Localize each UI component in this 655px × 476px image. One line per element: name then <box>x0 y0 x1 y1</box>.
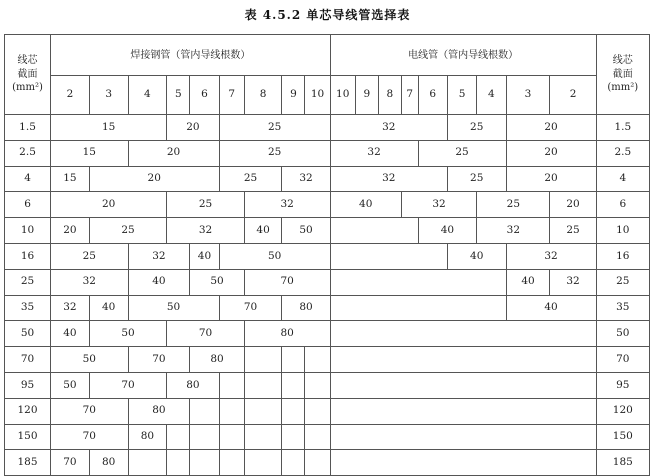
section-size-right: 1.5 <box>596 115 649 141</box>
empty-cell <box>305 372 330 398</box>
wire-count-header: 7 <box>401 76 418 115</box>
welded-pipe-size: 80 <box>128 398 190 424</box>
empty-cell <box>330 243 447 269</box>
section-size-left: 120 <box>5 398 51 424</box>
welded-pipe-size: 80 <box>128 424 167 450</box>
welded-pipe-size: 40 <box>190 243 219 269</box>
wire-conduit-size: 20 <box>550 192 596 218</box>
welded-count-header: 9 <box>282 76 305 115</box>
empty-cell <box>330 218 418 244</box>
welded-pipe-size: 25 <box>219 115 330 141</box>
welded-pipe-size: 50 <box>282 218 330 244</box>
welded-count-header: 4 <box>128 76 167 115</box>
section-size-right: 35 <box>596 295 649 321</box>
wire-conduit-size: 32 <box>506 243 596 269</box>
table-row <box>5 192 650 218</box>
section-size-right: 120 <box>596 398 649 424</box>
wire-count-header: 2 <box>550 76 596 115</box>
welded-pipe-size: 20 <box>128 140 219 166</box>
table-row <box>5 218 650 244</box>
welded-pipe-size: 20 <box>167 115 219 141</box>
table-row <box>5 450 650 476</box>
wire-conduit-size: 32 <box>401 192 476 218</box>
welded-pipe-size: 32 <box>51 269 128 295</box>
table-row <box>5 269 650 295</box>
section-size-left: 4 <box>5 166 51 192</box>
table-row <box>5 398 650 424</box>
empty-cell <box>244 424 282 450</box>
welded-pipe-size: 20 <box>51 192 167 218</box>
welded-pipe-size: 70 <box>128 347 190 373</box>
table-row <box>5 140 650 166</box>
table-row <box>5 115 650 141</box>
welded-count-header: 2 <box>51 76 90 115</box>
welded-count-header: 3 <box>89 76 128 115</box>
wire-conduit-size: 25 <box>447 115 506 141</box>
empty-cell <box>167 424 190 450</box>
section-size-left: 35 <box>5 295 51 321</box>
empty-cell <box>219 450 244 476</box>
empty-cell <box>282 398 305 424</box>
welded-pipe-size: 15 <box>51 115 167 141</box>
wire-conduit-size: 40 <box>506 269 550 295</box>
section-size-left: 1.5 <box>5 115 51 141</box>
welded-pipe-size: 32 <box>282 166 330 192</box>
welded-pipe-size: 70 <box>51 424 128 450</box>
wire-conduit-size: 32 <box>330 140 418 166</box>
welded-pipe-size: 25 <box>89 218 166 244</box>
empty-cell <box>330 321 596 347</box>
table-row <box>5 424 650 450</box>
wire-count-header: 10 <box>330 76 355 115</box>
conduit-selection-table <box>4 34 650 476</box>
welded-pipe-size: 40 <box>244 218 282 244</box>
welded-pipe-size: 50 <box>51 372 90 398</box>
section-size-right: 150 <box>596 424 649 450</box>
wire-count-header: 9 <box>355 76 378 115</box>
welded-pipe-size: 32 <box>51 295 90 321</box>
empty-cell <box>219 398 244 424</box>
welded-pipe-size: 50 <box>190 269 244 295</box>
empty-cell <box>305 398 330 424</box>
empty-cell <box>305 347 330 373</box>
welded-pipe-size: 20 <box>51 218 90 244</box>
welded-pipe-size: 70 <box>244 269 330 295</box>
empty-cell <box>219 424 244 450</box>
wire-conduit-size: 40 <box>447 243 506 269</box>
table-title: 表 4.5.2 单芯导线管选择表 <box>244 8 411 22</box>
welded-pipe-size: 20 <box>89 166 219 192</box>
empty-cell <box>244 347 282 373</box>
empty-cell <box>244 398 282 424</box>
table-row <box>5 372 650 398</box>
wire-conduit-size: 40 <box>330 192 401 218</box>
wire-count-header: 4 <box>477 76 506 115</box>
welded-pipe-size: 32 <box>167 218 244 244</box>
welded-pipe-size: 40 <box>89 295 128 321</box>
wire-conduit-size: 25 <box>447 166 506 192</box>
wire-conduit-size: 20 <box>506 140 596 166</box>
empty-cell <box>330 295 506 321</box>
welded-pipe-size: 50 <box>89 321 166 347</box>
table-row <box>5 321 650 347</box>
wire-conduit-size: 32 <box>330 166 447 192</box>
wire-conduit-size: 32 <box>550 269 596 295</box>
table-row <box>5 347 650 373</box>
welded-pipe-size: 80 <box>282 295 330 321</box>
wire-count-header: 3 <box>506 76 550 115</box>
section-size-left: 50 <box>5 321 51 347</box>
welded-pipe-size: 70 <box>51 398 128 424</box>
section-size-right: 185 <box>596 450 649 476</box>
welded-pipe-size: 80 <box>190 347 244 373</box>
section-size-right: 50 <box>596 321 649 347</box>
empty-cell <box>330 450 596 476</box>
welded-pipe-size: 80 <box>89 450 128 476</box>
empty-cell <box>330 398 596 424</box>
section-size-right: 25 <box>596 269 649 295</box>
wire-conduit-size: 32 <box>477 218 550 244</box>
welded-count-header: 5 <box>167 76 190 115</box>
welded-pipe-size: 40 <box>128 269 190 295</box>
welded-count-header: 10 <box>305 76 330 115</box>
wire-count-header: 5 <box>447 76 476 115</box>
wire-conduit-size: 32 <box>330 115 447 141</box>
wire-conduit-size: 25 <box>550 218 596 244</box>
welded-steel-pipe-header: 焊接钢管（管内导线根数） <box>51 35 331 76</box>
wire-conduit-size: 40 <box>506 295 596 321</box>
empty-cell <box>190 424 219 450</box>
welded-pipe-size: 70 <box>89 372 166 398</box>
empty-cell <box>190 450 219 476</box>
section-size-left: 70 <box>5 347 51 373</box>
header-row-wire-counts <box>5 76 650 115</box>
section-size-left: 25 <box>5 269 51 295</box>
welded-pipe-size: 32 <box>128 243 190 269</box>
welded-pipe-size: 15 <box>51 140 128 166</box>
section-size-right: 16 <box>596 243 649 269</box>
section-size-left: 16 <box>5 243 51 269</box>
empty-cell <box>330 269 506 295</box>
wire-conduit-size: 25 <box>418 140 506 166</box>
empty-cell <box>282 372 305 398</box>
header-row-groups <box>5 35 650 76</box>
wire-conduit-size: 20 <box>506 166 596 192</box>
table-row <box>5 166 650 192</box>
wire-conduit-header: 电线管（管内导线根数） <box>330 35 596 76</box>
section-size-right: 2.5 <box>596 140 649 166</box>
welded-pipe-size: 50 <box>51 347 128 373</box>
empty-cell <box>219 372 244 398</box>
wire-conduit-size: 40 <box>418 218 477 244</box>
section-size-left: 150 <box>5 424 51 450</box>
empty-cell <box>282 424 305 450</box>
welded-pipe-size: 70 <box>167 321 244 347</box>
welded-count-header: 8 <box>244 76 282 115</box>
empty-cell <box>330 372 596 398</box>
empty-cell <box>244 450 282 476</box>
welded-pipe-size: 70 <box>51 450 90 476</box>
section-header-right: 线芯 截面 (mm²) <box>596 35 649 115</box>
section-size-left: 95 <box>5 372 51 398</box>
welded-pipe-size: 25 <box>51 243 128 269</box>
empty-cell <box>305 424 330 450</box>
empty-cell <box>244 372 282 398</box>
wire-count-header: 8 <box>378 76 401 115</box>
welded-pipe-size: 80 <box>167 372 219 398</box>
welded-pipe-size: 80 <box>244 321 330 347</box>
empty-cell <box>282 450 305 476</box>
empty-cell <box>128 450 167 476</box>
empty-cell <box>305 450 330 476</box>
table-row <box>5 243 650 269</box>
section-size-right: 95 <box>596 372 649 398</box>
section-size-right: 6 <box>596 192 649 218</box>
wire-conduit-size: 20 <box>506 115 596 141</box>
empty-cell <box>330 424 596 450</box>
wire-count-header: 6 <box>418 76 447 115</box>
welded-pipe-size: 25 <box>167 192 244 218</box>
empty-cell <box>167 450 190 476</box>
welded-pipe-size: 25 <box>219 140 330 166</box>
section-size-left: 2.5 <box>5 140 51 166</box>
empty-cell <box>190 398 219 424</box>
empty-cell <box>330 347 596 373</box>
section-size-left: 6 <box>5 192 51 218</box>
welded-pipe-size: 25 <box>219 166 282 192</box>
table-body <box>5 35 650 476</box>
section-size-left: 10 <box>5 218 51 244</box>
welded-count-header: 7 <box>219 76 244 115</box>
section-size-right: 4 <box>596 166 649 192</box>
welded-count-header: 6 <box>190 76 219 115</box>
section-size-right: 10 <box>596 218 649 244</box>
welded-pipe-size: 70 <box>219 295 282 321</box>
welded-pipe-size: 50 <box>128 295 219 321</box>
section-size-right: 70 <box>596 347 649 373</box>
welded-pipe-size: 40 <box>51 321 90 347</box>
welded-pipe-size: 32 <box>244 192 330 218</box>
section-header-left: 线芯 截面 (mm²) <box>5 35 51 115</box>
table-row <box>5 295 650 321</box>
section-size-left: 185 <box>5 450 51 476</box>
wire-conduit-size: 25 <box>477 192 550 218</box>
welded-pipe-size: 15 <box>51 166 90 192</box>
empty-cell <box>282 347 305 373</box>
welded-pipe-size: 50 <box>219 243 330 269</box>
